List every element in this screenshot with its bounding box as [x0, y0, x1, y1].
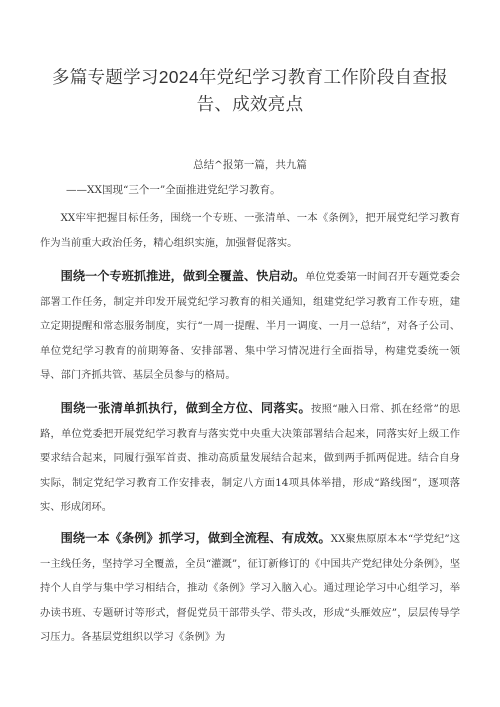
paragraph-2-body: 单位党委第一时间召开专题党委会部署工作任务，制定并印发开展党纪学习教育的相关通知，组建党纪学习教育工作专班，建立定期提醒和常态服务制度，实行“一周一提醒、半月一调度、一月一总结”，对各子公司、单位党纪学习教育的前期筹备、安排部署、集中学习情况进行全面指导，构建党委统一领导、部门齐抓共管、基层全员参与的格局。 [40, 271, 461, 381]
document-subtitle: 总结^报第一篇，共九篇 [193, 159, 307, 171]
paragraph-3-body: 按照“融入日常、抓在经常”的思路，单位党委把开展党纪学习教育与落实党中央重大决策部署结合起来，同落实好上级工作要求结合起来，同履行强军首责、推动高质量发展结合起来，做到两手抓两促进。结合自身实际，制定党纪学习教育工作安排表，制定八方面14项具体举措，形成“路线图”，逐项落实、形成闭环。 [40, 403, 461, 513]
paragraph-1: XX牢牢把握目标任务，围绕一个专班、一张清单、一本《条例》，把开展党纪学习教育作为当前重大政治任务，精心组织实施，加强督促落实。 [40, 212, 460, 249]
paragraph-4-lead: 围绕一本《条例》抓学习，做到全流程、有成效。 [60, 531, 331, 545]
paragraph-3-lead: 围绕一张清单抓执行，做到全方位、同落实。 [60, 401, 311, 415]
paragraph-4-body: XX聚焦原原本本“学党纪”这一主线任务，坚持学习全覆盖，全员“灌溉”，征订新修订的《中国共产党纪律处分条例》，坚持个人自学与集中学习相结合，推动《条例》学习入脑入心。通过理论学习中心组学习，举办读书班、专题研讨等形式，督促党员干部带头学、带头改，形成“头雁效应”，层层传导学习压力。各基层党组织以学习《条例》为 [40, 533, 460, 643]
paragraph-4 [40, 526, 460, 650]
paragraph-2-lead: 围绕一个专班抓推进，做到全覆盖、快启动。 [60, 269, 306, 283]
intro-line: ——XX国现“三个一”全面推进党纪学习教育。 [66, 184, 281, 196]
paragraph-3 [40, 396, 460, 520]
document-title: 多篇专题学习2024年党纪学习教育工作阶段自查报告、成效亮点 [51, 67, 449, 114]
paragraph-2 [40, 264, 460, 388]
